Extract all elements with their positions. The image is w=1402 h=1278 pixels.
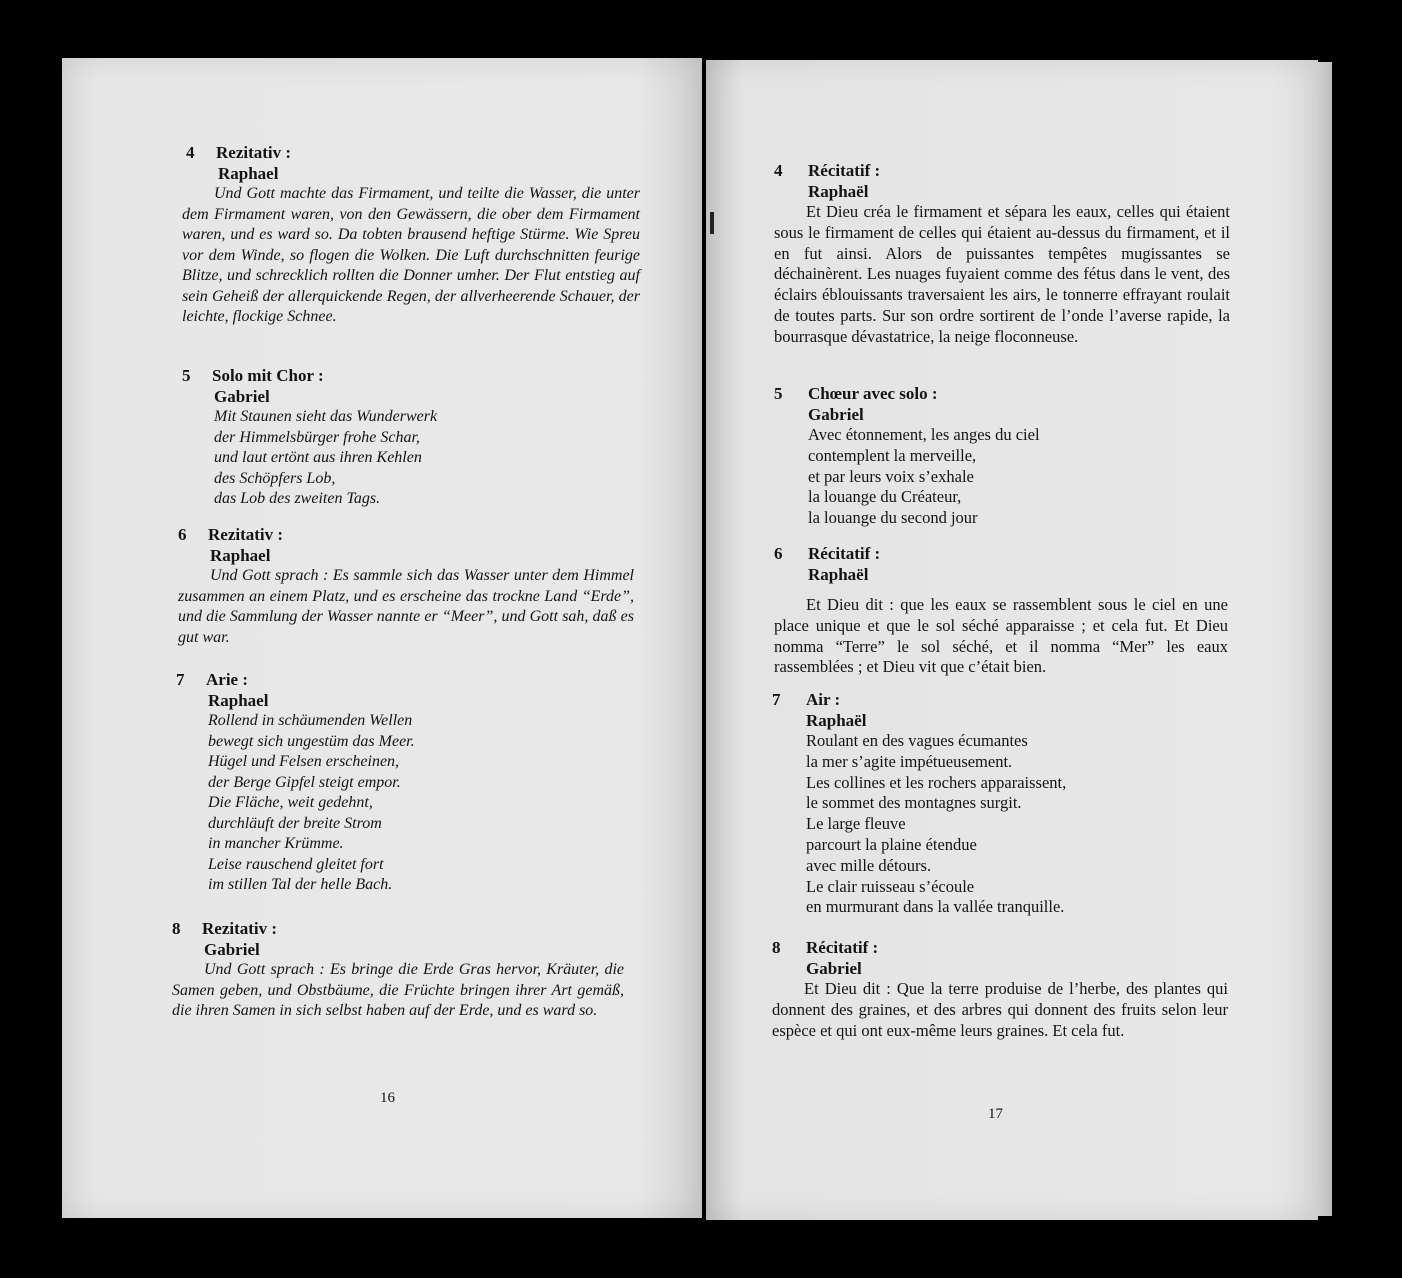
verse-line: der Himmelsbürger frohe Schar,	[214, 428, 420, 446]
recitative-text: Et Dieu dit : Que la terre produise de l’herbe, des plantes qui donnent des graines, et des arbres qui donnent des fruits selon leur espèce et qui ont eux-même leurs graines. Et cela fut.	[772, 979, 1228, 1040]
recitative-text: Et Dieu dit : que les eaux se rassemblent sous le ciel en une place unique et que le sol séché apparaisse ; et cela fut. Et Dieu nomma “Terre” le sol séché, et il nomma “Mer” les eaux rassemblées ; et Dieu vit que c’était bien.	[774, 595, 1228, 677]
section-number: 8	[172, 919, 181, 938]
recitative-text: Und Gott sprach : Es sammle sich das Wasser unter dem Himmel zusammen an einem Platz, und es erscheine das trockne Land “Erde”, und die Sammlung der Wasser nannte er “Meer”, und Gott sah, daß es gut war.	[178, 567, 634, 646]
section-number: 8	[772, 938, 781, 957]
margin-mark	[710, 212, 714, 234]
verse-block	[208, 711, 632, 896]
section-5-de	[182, 365, 638, 510]
section-8-fr	[772, 937, 1228, 1041]
speaker-name: Raphaël	[808, 182, 869, 201]
verse-line: le sommet des montagnes surgit.	[806, 793, 1022, 813]
verse-line: Rollend in schäumenden Wellen	[208, 712, 413, 729]
verse-line: Hügel und Felsen erscheinen,	[208, 753, 400, 770]
recitative-text: Et Dieu créa le firmament et sépara les eaux, celles qui étaient sous le firmament de celles qui étaient au-dessus du firmament, et il en fut ainsi. Alors de puissantes tempêtes mugissantes se déchainèrent. Les nuages fuyaient comme des fétus dans le vent, des éclairs éblouissants traversaient les airs, le tonnerre effrayant roulait de toutes parts. Sur son ordre sortirent de l’onde l’averse rapide, la bourrasque dévastatrice, la neige floconneuse.	[774, 202, 1230, 346]
speaker-name: Gabriel	[214, 387, 270, 406]
verse-block	[808, 425, 1230, 529]
verse-line: Roulant en des vagues écumantes	[806, 731, 1028, 750]
section-7-fr	[772, 689, 1228, 918]
section-number: 5	[182, 366, 191, 385]
speaker-name: Gabriel	[806, 959, 862, 978]
recitative-text: Und Gott machte das Firmament, und teilte die Wasser, die unter dem Firmament waren, von den Gewässern, die ober dem Firmament waren, und es ward so. Da tobten brausend heftige Stürme. Wie Spreu vor dem Winde, so flogen die Wolken. Die Luft durchschnitten feurige Blitze, und schrecklich rollten die Donner umher. Der Flut entstieg auf sein Geheiß der allerquickende Regen, der allverheerende Schauer, der leichte, flockige Schnee.	[182, 185, 640, 325]
verse-line: la louange du Créateur,	[808, 487, 962, 507]
section-number: 5	[774, 384, 783, 403]
section-heading: Solo mit Chor :	[212, 366, 324, 385]
section-heading: Récitatif :	[808, 161, 881, 180]
section-number: 4	[774, 161, 783, 180]
section-6-fr	[774, 543, 1228, 678]
verse-line: im stillen Tal der helle Bach.	[208, 876, 393, 893]
section-heading: Récitatif :	[808, 544, 881, 563]
verse-line: Le clair ruisseau s’écoule	[806, 876, 975, 896]
section-number: 7	[176, 670, 185, 689]
section-7-de	[176, 669, 632, 896]
verse-line: Leise rauschend gleitet fort	[208, 855, 384, 873]
section-8-de	[172, 918, 624, 1022]
section-number: 6	[774, 544, 783, 563]
section-number: 6	[178, 525, 187, 544]
speaker-name: Raphaël	[806, 711, 867, 730]
verse-line: Le large fleuve	[806, 814, 906, 834]
recitative-text: Und Gott sprach : Es bringe die Erde Gras hervor, Kräuter, die Samen geben, und Obstbäume, die Früchte bringen ihrer Art gemäß, die ihren Samen in sich selbst haben auf der Erde, und es ward so.	[172, 961, 624, 1019]
verse-line: Les collines et les rochers apparaissent,	[806, 772, 1067, 792]
speaker-name: Raphael	[218, 164, 279, 183]
verse-line: contemplent la merveille,	[808, 445, 977, 465]
section-number: 7	[772, 690, 781, 709]
section-5-fr	[774, 383, 1230, 529]
verse-line: bewegt sich ungestüm das Meer.	[208, 732, 415, 750]
section-heading: Rezitativ :	[216, 143, 292, 162]
verse-line: das Lob des zweiten Tags.	[214, 490, 381, 507]
verse-line: Die Fläche, weit gedehnt,	[208, 794, 373, 811]
verse-line: durchläuft der breite Strom	[208, 814, 382, 832]
section-heading: Récitatif :	[806, 938, 879, 957]
verse-line: der Berge Gipfel steigt empor.	[208, 773, 401, 791]
verse-line: des Schöpfers Lob,	[214, 469, 336, 487]
section-6-de	[178, 524, 634, 648]
verse-line: en murmurant dans la vallée tranquille.	[806, 897, 1065, 917]
section-heading: Arie :	[206, 670, 249, 689]
verse-line: et par leurs voix s’exhale	[808, 466, 974, 486]
verse-line: la mer s’agite impétueusement.	[806, 751, 1013, 771]
verse-line: Avec étonnement, les anges du ciel	[808, 425, 1040, 444]
section-4-fr	[774, 160, 1230, 348]
section-4-de	[182, 142, 640, 328]
verse-line: la louange du second jour	[808, 508, 978, 528]
section-heading: Rezitativ :	[202, 919, 278, 938]
verse-line: und laut ertönt aus ihren Kehlen	[214, 449, 422, 466]
speaker-name: Raphael	[208, 691, 269, 710]
speaker-name: Raphael	[210, 546, 271, 565]
verse-line: Mit Staunen sieht das Wunderwerk	[214, 408, 438, 425]
verse-block	[214, 407, 638, 510]
section-heading: Rezitativ :	[208, 525, 284, 544]
page-number: 16	[380, 1090, 395, 1106]
section-heading: Air :	[806, 690, 841, 709]
speaker-name: Raphaël	[808, 565, 869, 584]
speaker-name: Gabriel	[204, 940, 260, 959]
verse-line: parcourt la plaine étendue	[806, 834, 977, 854]
verse-block	[806, 731, 1228, 918]
verse-line: in mancher Krümme.	[208, 835, 344, 852]
section-number: 4	[186, 143, 195, 162]
section-heading: Chœur avec solo :	[808, 384, 938, 403]
page-number: 17	[988, 1106, 1003, 1122]
page-stack-edge	[1318, 62, 1332, 1216]
verse-line: avec mille détours.	[806, 855, 932, 875]
speaker-name: Gabriel	[808, 405, 864, 424]
